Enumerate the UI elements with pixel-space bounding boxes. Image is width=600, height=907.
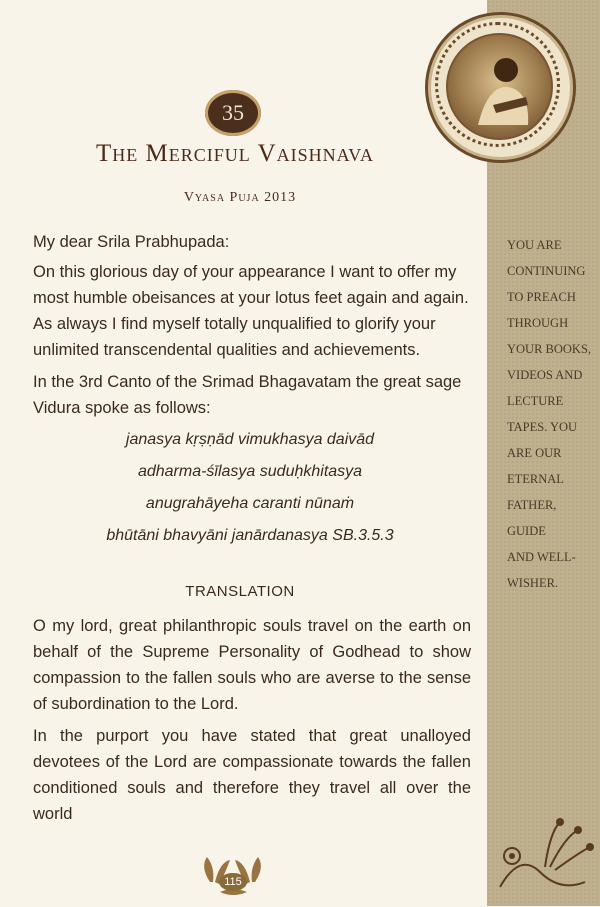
chapter-title: The Merciful Vaishnava xyxy=(96,140,374,167)
sidebar-line: LECTURE xyxy=(507,394,564,408)
sidebar-quote xyxy=(507,232,599,596)
sidebar-line: VIDEOS AND xyxy=(507,368,583,382)
medallion-portrait xyxy=(446,33,553,140)
salutation: My dear Srila Prabhupada: xyxy=(33,233,230,251)
translation-heading: TRANSLATION xyxy=(185,583,295,600)
paragraph-3: In the purport you have stated that great unalloyed devotees of the Lord are compassionate towards the fallen conditioned souls and therefore they travel all over the world xyxy=(33,727,471,823)
portrait-figure-icon xyxy=(448,35,551,138)
illustration-medallion xyxy=(425,12,576,163)
sidebar-line: TO PREACH xyxy=(507,290,576,304)
sidebar-line: FATHER, xyxy=(507,498,557,512)
sidebar-line: THROUGH xyxy=(507,316,569,330)
sidebar-line: YOUR BOOKS, xyxy=(507,342,592,356)
verse-line-3: anugrahāyeha caranti nūnaṁ xyxy=(145,495,355,512)
sidebar-line: GUIDE xyxy=(507,524,546,538)
sidebar-line: CONTINUING xyxy=(507,264,586,278)
chapter-subtitle: Vyasa Puja 2013 xyxy=(183,190,297,205)
sidebar-line: WISHER. xyxy=(507,576,559,590)
paragraph-1: On this glorious day of your appearance I want to offer my most humble obeisances at your lotus feet again and again. As always I find myself totally unqualified to glorify your unlimited transcendental qualities and achievements. xyxy=(33,263,469,359)
sidebar-line: TAPES. YOU xyxy=(507,420,578,434)
sidebar-line: AND WELL- xyxy=(507,550,576,564)
page-number-ornament xyxy=(195,852,275,902)
chapter-number-badge: 35 xyxy=(205,90,261,136)
sidebar-line: YOU ARE xyxy=(507,238,562,252)
verse-line-2: adharma-śīlasya suduḥkhitasya xyxy=(137,463,363,480)
paragraph-2: In the 3rd Canto of the Srimad Bhagavatam the great sage Vidura spoke as follows: xyxy=(33,373,462,417)
sidebar-line: ETERNAL xyxy=(507,472,564,486)
verse-line-4: bhūtāni bhavyāni janārdanasya SB.3.5.3 xyxy=(106,527,394,544)
sidebar-line: ARE OUR xyxy=(507,446,562,460)
translation-text: O my lord, great philanthropic souls travel on the earth on behalf of the Supreme Personality of Godhead to show compassion to the fallen souls who are averse to the sense of subordination to the Lord. xyxy=(33,617,471,713)
page-number: 115 xyxy=(219,873,247,891)
peacock-ornament-icon xyxy=(490,812,595,897)
verse-line-1: janasya kṛṣṇād vimukhasya daivād xyxy=(125,431,375,448)
